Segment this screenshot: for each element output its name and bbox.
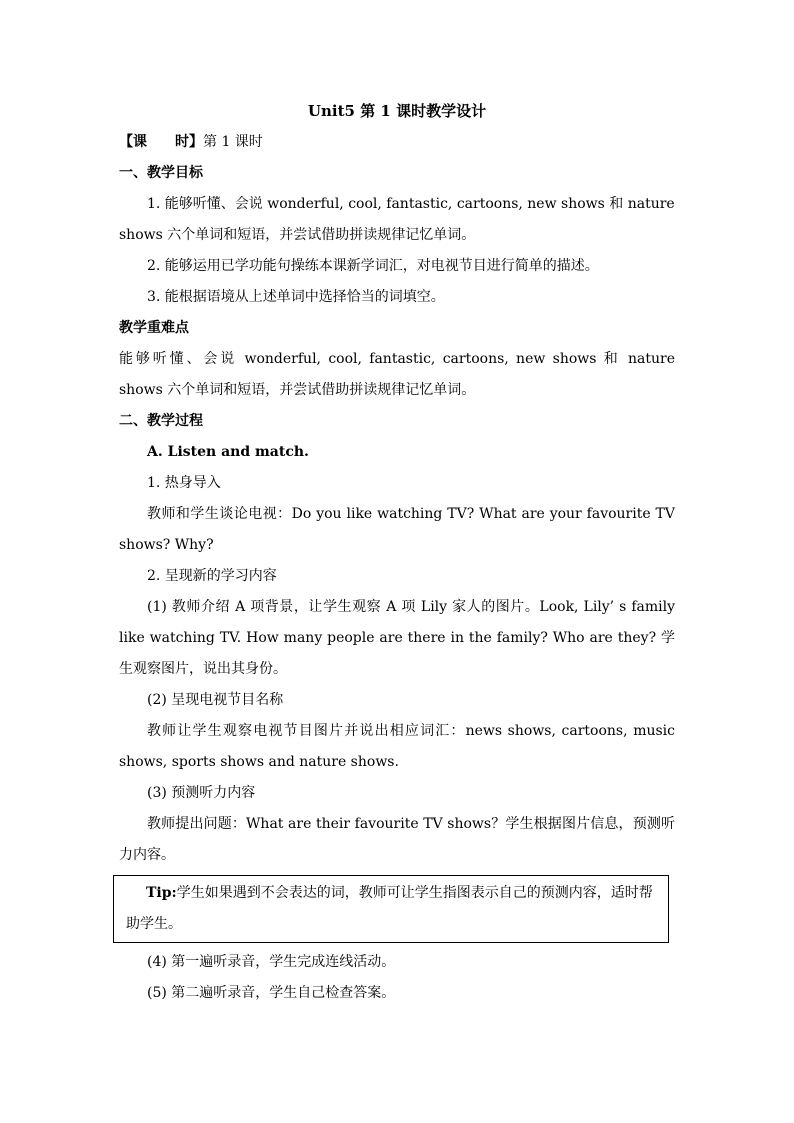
substep-4: (4) 第一遍听录音，学生完成连线活动。 [147, 954, 396, 970]
objective-3: 3. 能根据语境从上述单词中选择恰当的词填空。 [147, 289, 445, 305]
substep-2-text: 教师让学生观察电视节目图片并说出相应词汇：news shows, cartoons, music shows, sports shows and nature shows. [119, 723, 675, 770]
tip-label: Tip: [146, 885, 177, 901]
objective-2: 2. 能够运用已学功能句操练本课新学词汇，对电视节目进行简单的描述。 [147, 258, 599, 274]
process-heading: 二、教学过程 [119, 413, 203, 429]
substep-5: (5) 第二遍听录音，学生自己检查答案。 [147, 985, 396, 1001]
key-points-text: 能够听懂、会说 wonderful, cool, fantastic, cartoons, new shows 和 nature shows 六个单词和短语，并尝试借助拼读规律记忆单词。 [119, 351, 675, 398]
key-points-heading: 教学重难点 [119, 320, 189, 336]
lesson-value: 第 1 课时 [203, 134, 263, 150]
lesson-label-a: 【课 [119, 134, 147, 150]
tip-box [113, 875, 669, 943]
objective-1-line-2: shows 六个单词和短语，并尝试借助拼读规律记忆单词。 [119, 227, 476, 243]
substep-3-heading: (3) 预测听力内容 [147, 785, 256, 801]
document-title: Unit5 第 1 课时教学设计 [307, 102, 487, 120]
objective-1-line-1: 1. 能够听懂、会说 wonderful, cool, fantastic, cartoons, new shows 和 nature [147, 196, 675, 212]
step-1-heading: 1. 热身导入 [147, 475, 221, 491]
substep-1-text: (1) 教师介绍 A 项背景，让学生观察 A 项 Lily 家人的图片。Look, Lily’ s family like watching TV. How many people are there in the family? Who are they? 学生观察图片，说出其身份。 [119, 599, 675, 677]
substep-3-text: 教师提出问题：What are their favourite TV shows？学生根据图片信息，预测听力内容。 [119, 816, 675, 863]
step-2-heading: 2. 呈现新的学习内容 [147, 568, 277, 584]
tip-text: 学生如果遇到不会表达的词，教师可让学生指图表示自己的预测内容，适时帮助学生。 [126, 885, 653, 932]
lesson-line [119, 127, 675, 158]
part-a-heading: A. Listen and match. [147, 444, 309, 460]
step-1-text: 教师和学生谈论电视：Do you like watching TV? What are your favourite TV shows? Why? [119, 506, 675, 553]
objectives-heading: 一、教学目标 [119, 165, 203, 181]
document-page [119, 96, 675, 1009]
substep-2-heading: (2) 呈现电视节目名称 [147, 692, 284, 708]
lesson-label-b: 时】 [175, 134, 203, 150]
